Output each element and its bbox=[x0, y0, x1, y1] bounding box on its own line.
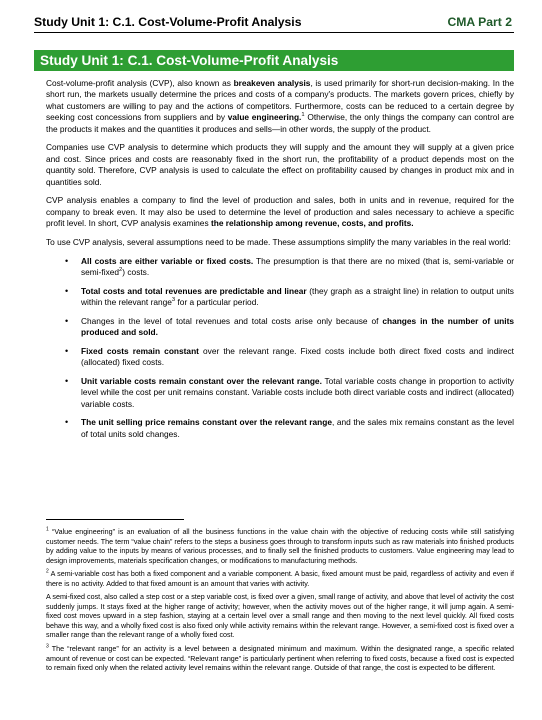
list-item: • Unit variable costs remain constant over the relevant range. Total variable costs change in proportion to activity level while the cost per unit remains constant. Variable costs include both direct variable costs and indirect (allocated) variable costs. bbox=[81, 376, 514, 410]
assumptions-list bbox=[46, 256, 514, 440]
list-item: • Changes in the level of total revenues and total costs arise only because of changes in the number of units produced and sold. bbox=[81, 316, 514, 339]
paragraph-cvp-breakeven: CVP analysis enables a company to find the level of production and sales, both in units and in revenue, required for the company to break even. It may also be used to determine the level of production and sales necessary to achieve a specific profit level. In short, CVP analysis examines the relationship among revenue, costs, and profits. bbox=[46, 195, 514, 229]
running-header bbox=[34, 14, 514, 33]
footnote-2-continued: A semi-fixed cost, also called a step cost or a step variable cost, is fixed over a given, small range of activity, and above that level of activity the cost suddenly jumps. It stays fixed at the higher range of activity; however, when the activity moves out of the higher range, it will jump again. A semi-fixed cost moves upward in a step fashion, staying at a certain level over a small range and then moving to the next level quickly. All fixed costs behave this way, and a wholly fixed cost is also fixed only while activity remains within the relevant range. However, a semi-fixed cost is fixed over a smaller range than the relevant range of a wholly fixed cost. bbox=[46, 593, 514, 640]
footnotes bbox=[46, 519, 514, 678]
paragraph-cvp-intro: Cost-volume-profit analysis (CVP), also known as breakeven analysis, is used primarily for short-run decision-making. In the short run, the markets usually determine the prices and costs of a company's products. The markets govern prices, chiefly by what customers are willing to pay and the actions of competitors. Furthermore, costs can be reduced to a certain degree by seeking cost concessions from suppliers and by value engineering.$^1$ Otherwise, the only things the company can control are the products it makes and the quantities it produces and sells—in other words, the supply of the product. bbox=[46, 78, 515, 134]
body-content bbox=[46, 78, 514, 447]
footnote-3: $^3$ The “relevant range” for an activity is a level between a designated minimum and maximum. Within the designated range, a specific related amount of revenue or cost can be expected. “Relevant range” is particularly pertinent when referring to fixed costs, because a fixed cost is expected to remain fixed only when the related activity level remains within the relevant range. Outside of that range, the cost is expected to be different. bbox=[46, 643, 514, 673]
list-item: • All costs are either variable or fixed costs. The presumption is that there are no mixed (that is, semi-variable or semi-fixed$^2$) costs. bbox=[81, 256, 514, 279]
footnote-separator bbox=[46, 519, 184, 520]
paragraph-cvp-usage: Companies use CVP analysis to determine which products they will supply and the amount they will supply at a given price and cost. Since prices and costs are reasonably fixed in the short run, the profitability of a product depends most on the quantity sold. Therefore, CVP analysis is used to calculate the effect on profitability caused by changes in product mix and in quantities sold. bbox=[46, 142, 514, 187]
section-title-banner: Study Unit 1: C.1. Cost-Volume-Profit Analysis bbox=[34, 50, 514, 71]
list-item: • Fixed costs remain constant over the relevant range. Fixed costs include both direct fixed costs and indirect (allocated) fixed costs. bbox=[81, 346, 514, 369]
footnote-1: $^1$ “Value engineering” is an evaluation of all the business functions in the value chain with the objective of reducing costs while still satisfying customer needs. The term “value chain” refers to the steps a business goes through to transform inputs such as raw materials into finished products by adding value to the inputs by means of various processes, and to finally sell the finished products to customers. Value engineering may lead to design improvements, materials specification changes, or modifications to manufacturing methods. bbox=[46, 526, 514, 565]
footnote-ref-3[interactable]: 3 bbox=[171, 297, 176, 304]
footnote-ref-2[interactable]: 2 bbox=[119, 267, 123, 274]
paragraph-assumptions-intro: To use CVP analysis, several assumptions need to be made. These assumptions simplify the many variables in the real world: bbox=[46, 237, 511, 248]
footnote-ref-1[interactable]: 1 bbox=[301, 112, 305, 119]
header-title: Study Unit 1: C.1. Cost-Volume-Profit Analysis bbox=[34, 15, 302, 29]
list-item: • The unit selling price remains constant over the relevant range, and the sales mix remains constant as the level of total units sold changes. bbox=[81, 417, 514, 440]
header-part-label: CMA Part 2 bbox=[447, 15, 512, 29]
footnote-2: $^2$ A semi-variable cost has both a fixed component and a variable component. A basic, fixed amount must be paid, regardless of activity and even if there is no activity. Added to that fixed amount is an amount that varies with activity. bbox=[46, 568, 514, 588]
list-item: • Total costs and total revenues are predictable and linear (they graph as a straight line) in relation to output units within the relevant range$^3$ for a particular period. bbox=[81, 286, 514, 309]
